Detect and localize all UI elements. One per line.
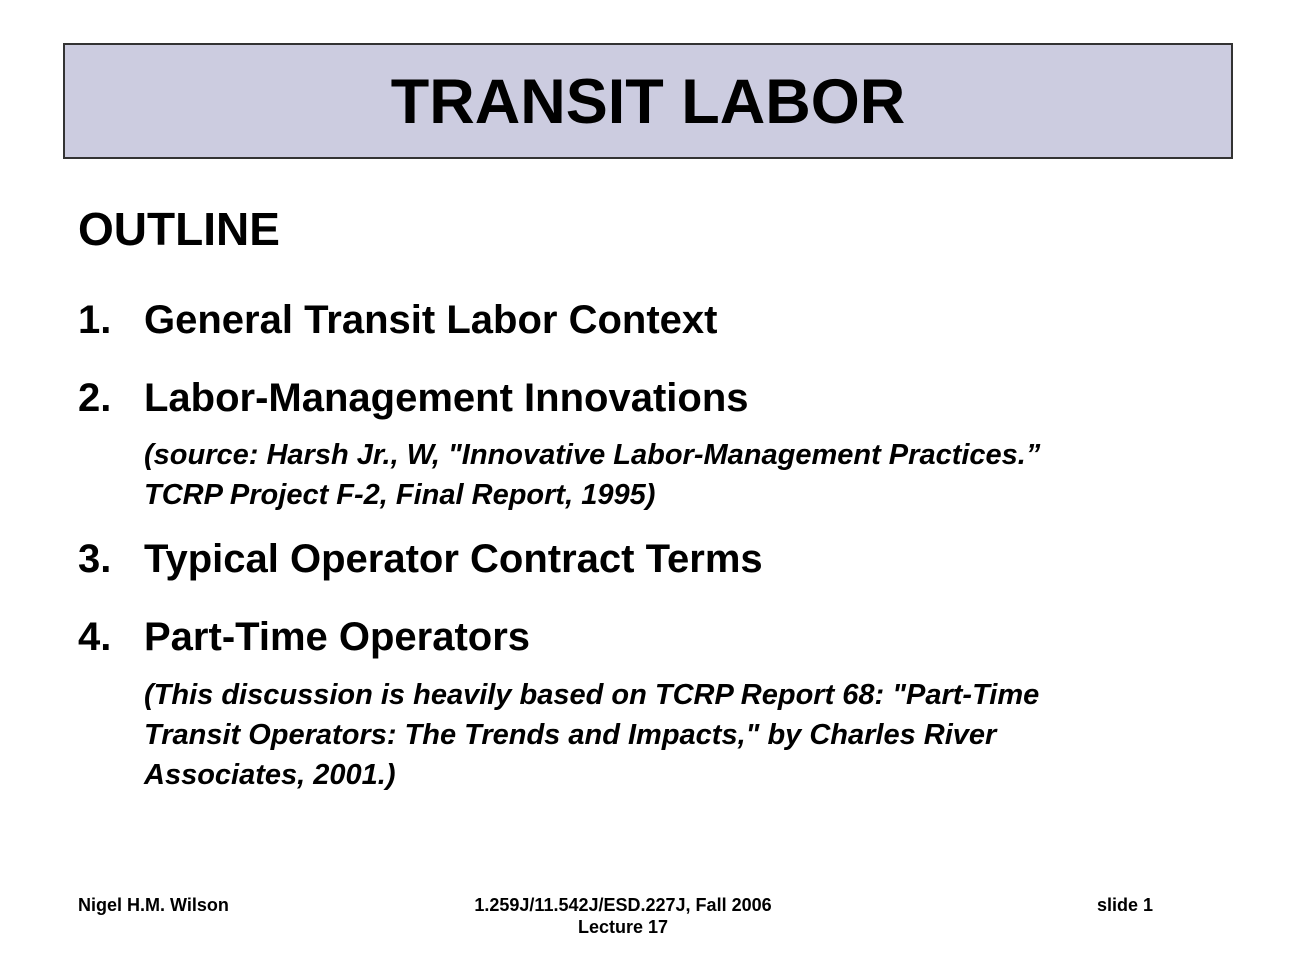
note-line: (This discussion is heavily based on TCRP Report 68: "Part-Time [144, 679, 1040, 711]
outline-item-number: 1. [78, 298, 112, 342]
outline-item-4 [78, 617, 530, 657]
outline-item-4-note [144, 675, 1039, 795]
outline-item-label: Typical Operator Contract Terms [144, 537, 763, 581]
outline-item-number: 3. [78, 537, 112, 581]
outline-item-number: 2. [78, 376, 112, 420]
note-line: (source: Harsh Jr., W, "Innovative Labor-Management Practices.” [144, 439, 1041, 471]
outline-item-number: 4. [78, 615, 112, 659]
outline-item-2 [78, 378, 749, 418]
note-line: Transit Operators: The Trends and Impacts," by Charles River [144, 719, 997, 751]
outline-item-label: Part-Time Operators [144, 615, 531, 659]
footer-author: Nigel H.M. Wilson [78, 895, 229, 915]
outline-item-label: Labor-Management Innovations [144, 376, 749, 420]
footer-course-info [423, 894, 823, 938]
outline-item-2-note [144, 435, 1040, 515]
outline-heading: OUTLINE [78, 203, 280, 255]
note-line: Associates, 2001.) [144, 759, 396, 791]
footer-slide-number: slide 1 [1097, 895, 1154, 915]
outline-item-3 [78, 539, 763, 579]
outline-item-label: General Transit Labor Context [144, 298, 718, 342]
slide-title: TRANSIT LABOR [390, 66, 906, 137]
outline-item-1 [78, 300, 717, 340]
footer-course: 1.259J/11.542J/ESD.227J, Fall 2006 [474, 895, 772, 915]
footer-lecture: Lecture 17 [577, 917, 669, 937]
title-banner [63, 43, 1233, 159]
note-line: TCRP Project F-2, Final Report, 1995) [144, 479, 656, 511]
